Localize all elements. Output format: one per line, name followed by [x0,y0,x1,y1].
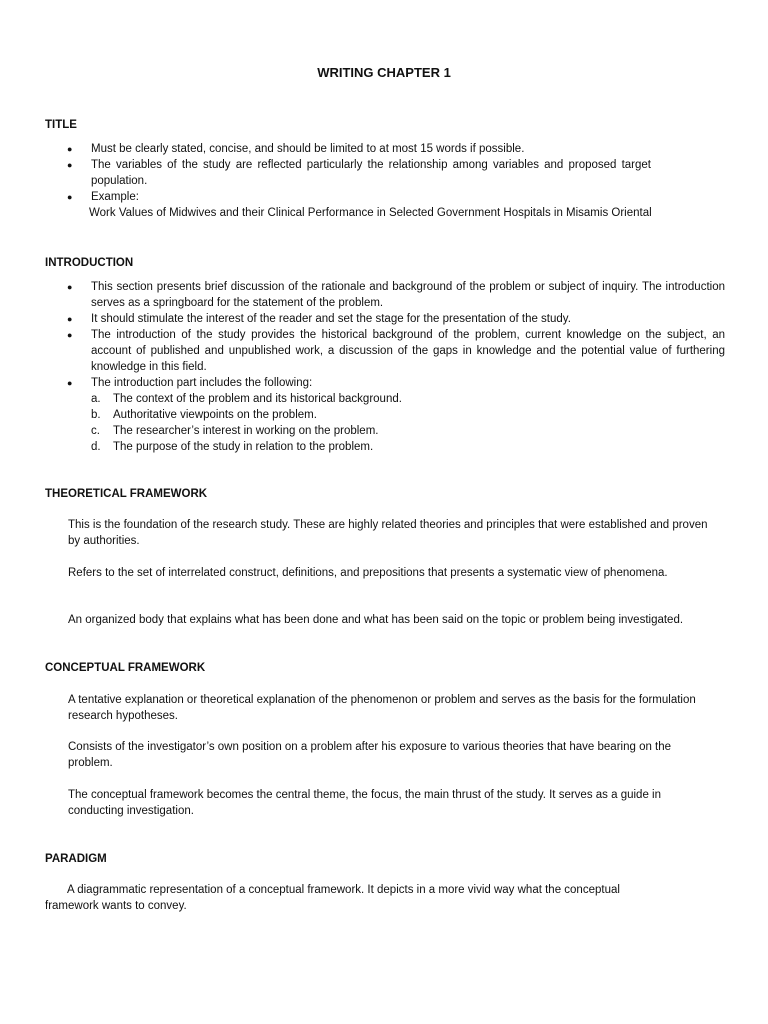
list-item [45,327,725,375]
theoretical-paragraph: This is the foundation of the research study. These are highly related theories and principles that were established and proven by authorities. [68,519,708,547]
section-heading-theoretical-framework: THEORETICAL FRAMEWORK [45,488,208,500]
bullet-text: It should stimulate the interest of the reader and set the stage for the presentation of the study. [91,313,571,325]
list-item [45,279,725,311]
bullet-icon: ● [67,192,73,202]
sublist-letter: d. [91,441,101,453]
bullet-icon: ● [67,314,73,324]
list-item [91,423,725,439]
sublist-text: Authoritative viewpoints on the problem. [113,409,317,421]
section-heading-conceptual-framework: CONCEPTUAL FRAMEWORK [45,662,206,674]
sublist-letter: c. [91,425,100,437]
conceptual-paragraph: A tentative explanation or theoretical explanation of the phenomenon or problem and serves as the basis for the formulation research hypotheses. [68,694,696,722]
conceptual-paragraph: Consists of the investigator’s own position on a problem after his exposure to various theories that have bearing on the problem. [68,741,672,769]
list-item [45,375,725,455]
document-title: WRITING CHAPTER 1 [317,65,451,80]
bullet-text: This section presents brief discussion of the rationale and background of the problem or subject of inquiry. The introduction serves as a springboard for the statement of the problem. [91,281,725,309]
introduction-sublist [91,391,725,455]
list-item [91,439,725,455]
list-item [45,141,725,157]
bullet-icon: ● [67,160,73,170]
sublist-text: The researcher’s interest in working on the problem. [113,425,379,437]
list-item [91,391,725,407]
conceptual-paragraph: The conceptual framework becomes the central theme, the focus, the main thrust of the study. It serves as a guide in conducting investigation. [68,789,661,817]
theoretical-paragraph: Refers to the set of interrelated construct, definitions, and prepositions that presents a systematic view of phenomena. [68,567,668,579]
section-heading-introduction: INTRODUCTION [45,257,134,269]
bullet-icon: ● [67,378,73,388]
theoretical-paragraph: An organized body that explains what has been done and what has been said on the topic or problem being investigated. [68,614,684,626]
list-item [45,189,725,205]
title-bullet-list [45,141,725,221]
section-heading-paradigm: PARADIGM [45,853,107,865]
bullet-text: Example: [91,191,139,203]
bullet-icon: ● [67,330,73,340]
bullet-text: The variables of the study are reflected particularly the relationship among variables and proposed target population. [91,159,651,187]
sublist-letter: a. [91,393,101,405]
section-heading-title: TITLE [45,119,77,131]
paradigm-paragraph: A diagrammatic representation of a conceptual framework. It depicts in a more vivid way what the conceptual framework wants to convey. [45,884,620,912]
list-item [45,157,651,189]
bullet-icon: ● [67,144,73,154]
sublist-text: The purpose of the study in relation to the problem. [113,441,374,453]
introduction-bullet-list [45,279,725,455]
bullet-text: The introduction part includes the following: [91,377,313,389]
list-item [91,407,725,423]
sublist-letter: b. [91,409,101,421]
sublist-text: The context of the problem and its historical background. [113,393,402,405]
bullet-icon: ● [67,282,73,292]
bullet-text: The introduction of the study provides the historical background of the problem, current knowledge on the subject, an account of published and unpublished work, a discussion of the gaps in knowledge and the potential value of furthering knowledge in this field. [91,329,725,373]
example-title-text: Work Values of Midwives and their Clinical Performance in Selected Government Hospitals in Misamis Oriental [89,207,652,219]
bullet-text: Must be clearly stated, concise, and should be limited to at most 15 words if possible. [91,143,525,155]
list-item [45,311,725,327]
